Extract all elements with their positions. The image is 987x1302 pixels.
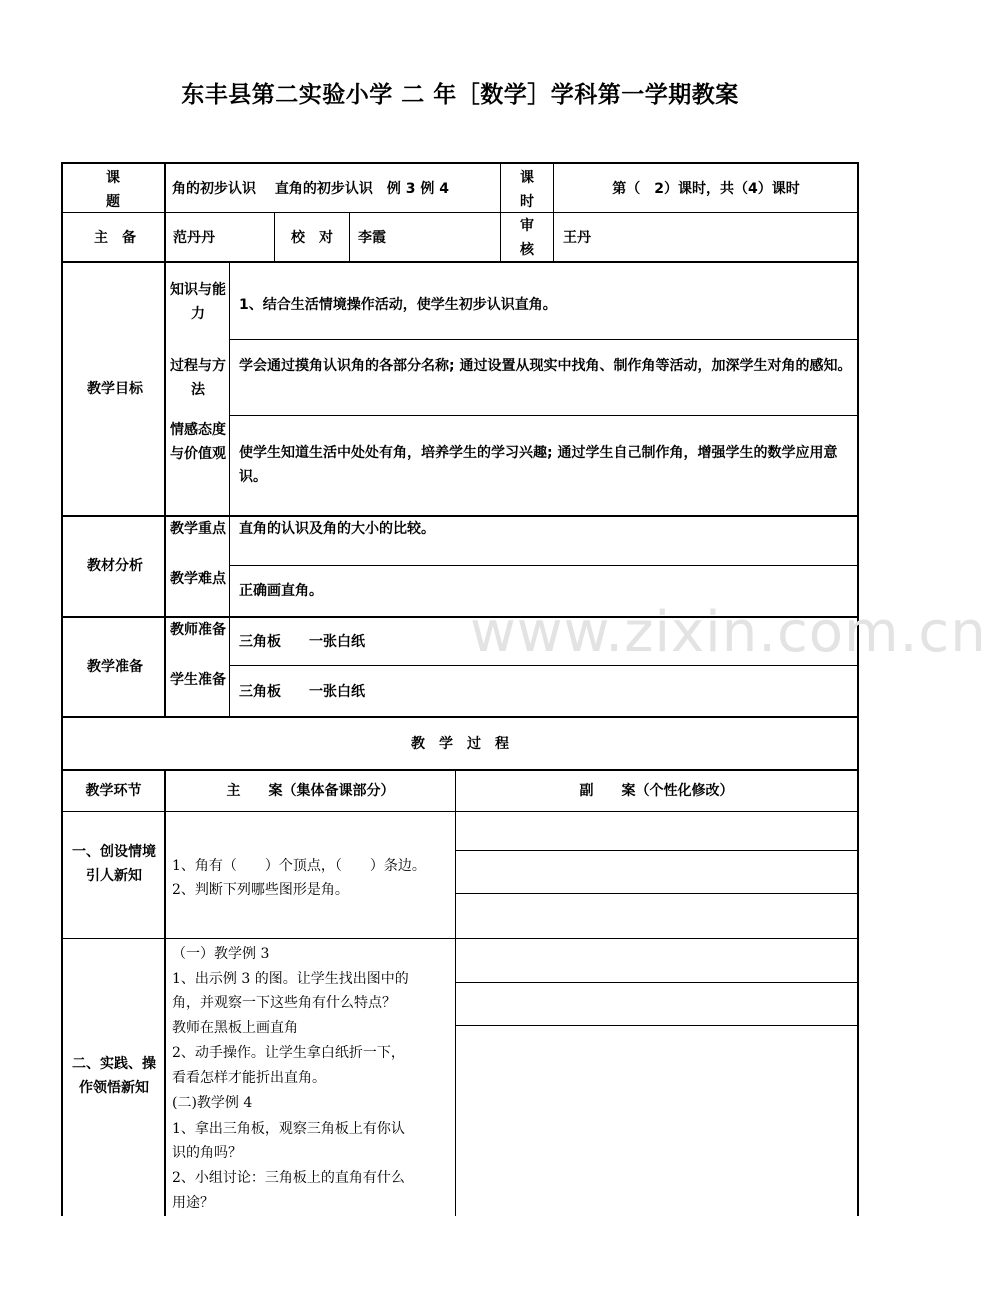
period-value: 第（ 2）课时，共（4）课时	[612, 181, 800, 197]
page-title: 东丰县第二实验小学 二 年［数学］学科第一学期教案	[181, 82, 739, 108]
process-col-personal: 副 案（个性化修改）	[579, 783, 734, 799]
proof-label: 校 对	[291, 230, 333, 246]
goal-label-emotion: 情感态度与价值观	[170, 422, 226, 462]
stage2-line: 1、出示例 3 的图。让学生找出图中的	[172, 971, 409, 987]
stage1-line: 2、判断下列哪些图形是角。	[172, 882, 349, 898]
stage1-label: 一、创设情境引人新知	[72, 844, 156, 884]
topic-label: 课题	[106, 170, 120, 210]
lead-label: 主 备	[94, 230, 136, 246]
stage2-label: 二、实践、操作领悟新知	[72, 1056, 156, 1096]
prep-label-teacher: 教师准备	[170, 622, 226, 638]
lead-value: 范丹丹	[173, 230, 215, 246]
prep-label: 教学准备	[87, 659, 143, 675]
stage2-line: （一）教学例 3	[172, 946, 270, 962]
material-label-difficulty: 教学难点	[170, 571, 226, 587]
material-text-difficulty: 正确画直角。	[239, 583, 323, 599]
stage1-line: 1、角有（ ）个顶点，（ ）条边。	[172, 858, 426, 874]
process-col-main: 主 案（集体备课部分）	[226, 783, 395, 799]
goal-text-process: 学会通过摸角认识角的各部分名称; 通过设置从现实中找角、制作角等活动，加深学生对角的感知。	[239, 358, 852, 374]
prep-label-student: 学生准备	[170, 672, 226, 688]
stage2-line: 2、动手操作。让学生拿白纸折一下，	[172, 1045, 405, 1061]
process-heading: 教 学 过 程	[411, 736, 509, 752]
prep-text-student: 三角板 一张白纸	[239, 684, 365, 700]
process-col-stage: 教学环节	[85, 783, 142, 799]
review-label: 审核	[520, 218, 534, 258]
stage2-line: 教师在黑板上画直角	[172, 1020, 298, 1036]
prep-text-teacher: 三角板 一张白纸	[239, 634, 365, 650]
stage2-line: 看看怎样才能折出直角。	[172, 1070, 326, 1086]
stage2-line: 角，并观察一下这些角有什么特点？	[172, 995, 396, 1011]
goal-text-knowledge: 1、结合生活情境操作活动，使学生初步认识直角。	[239, 297, 557, 313]
goal-text-emotion: 使学生知道生活中处处有角，培养学生的学习兴趣; 通过学生自己制作角，增强学生的数学应用意识。	[239, 445, 838, 485]
period-label: 课时	[520, 170, 534, 210]
material-label-key: 教学重点	[170, 521, 226, 537]
goal-label-process: 过程与方法	[170, 358, 226, 398]
goal-label-knowledge: 知识与能力	[170, 282, 226, 322]
materials-label: 教材分析	[87, 558, 143, 574]
proof-value: 李霞	[358, 230, 386, 246]
topic-value: 角的初步认识 直角的初步认识 例 3 例 4	[172, 181, 449, 197]
stage2-line: 2、小组讨论：三角板上的直角有什么	[172, 1170, 405, 1186]
review-value: 王丹	[563, 230, 591, 246]
stage2-line: 用途？	[172, 1195, 214, 1211]
goals-label: 教学目标	[87, 381, 143, 397]
stage2-line: 1、拿出三角板，观察三角板上有你认	[172, 1121, 405, 1137]
watermark: www.zixin.com.cn	[470, 600, 987, 665]
stage2-line: (二)教学例 4	[172, 1095, 253, 1111]
material-text-key: 直角的认识及角的大小的比较。	[239, 521, 435, 537]
stage2-line: 识的角吗？	[172, 1145, 242, 1161]
